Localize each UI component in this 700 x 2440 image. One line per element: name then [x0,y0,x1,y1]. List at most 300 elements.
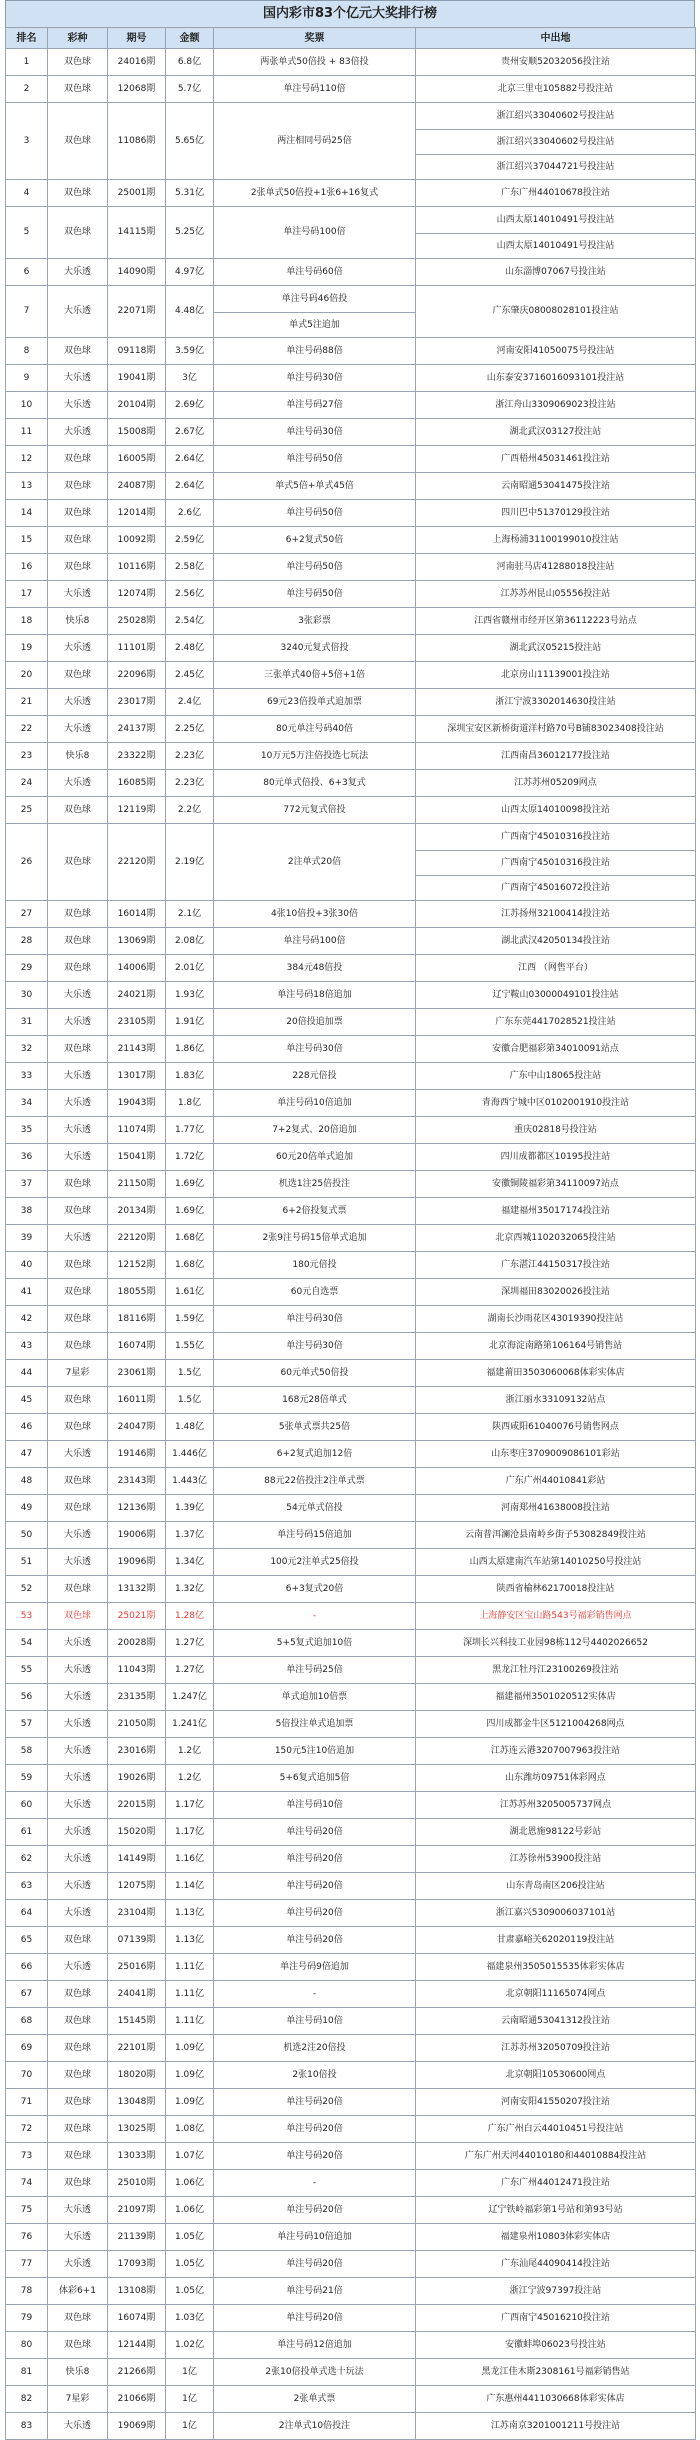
rank-cell: 27 [6,901,48,928]
table-row [6,635,696,662]
rank-cell: 35 [6,1117,48,1144]
place-cell: 浙江宁波97397投注站 [416,2278,696,2305]
amount-cell: 1.68亿 [166,1225,214,1252]
table-row [6,2116,696,2143]
game-cell: 大乐透 [48,1117,108,1144]
issue-cell: 21150期 [108,1171,166,1198]
amount-cell: 1.247亿 [166,1684,214,1711]
place-cell: 北京三里屯105882号投注站 [416,76,696,103]
ticket-cell: 单注号码12倍追加 [214,2332,416,2359]
ticket-cell: 7+2复式、20倍追加 [214,1117,416,1144]
rank-cell: 34 [6,1090,48,1117]
game-cell: 快乐8 [48,2359,108,2386]
game-cell: 大乐透 [48,635,108,662]
game-cell: 双色球 [48,2035,108,2062]
issue-cell: 16005期 [108,446,166,473]
issue-cell: 12144期 [108,2332,166,2359]
ticket-cell: 单注号码20倍 [214,1873,416,1900]
amount-cell: 1.69亿 [166,1171,214,1198]
amount-cell: 2.23亿 [166,770,214,797]
game-cell: 大乐透 [48,1819,108,1846]
amount-cell: 2.23亿 [166,743,214,770]
amount-cell: 1.32亿 [166,1576,214,1603]
place-cell: 浙江绍兴33040602号投注站 [416,103,696,130]
issue-cell: 22120期 [108,824,166,901]
issue-cell: 24021期 [108,982,166,1009]
rank-cell: 36 [6,1144,48,1171]
issue-cell: 16074期 [108,1333,166,1360]
amount-cell: 2.69亿 [166,392,214,419]
issue-cell: 12152期 [108,1252,166,1279]
amount-cell: 2.59亿 [166,527,214,554]
rank-cell: 43 [6,1333,48,1360]
table-row [6,2143,696,2170]
game-cell: 双色球 [48,824,108,901]
issue-cell: 21066期 [108,2386,166,2413]
game-cell: 双色球 [48,1495,108,1522]
ticket-cell: 150元5注10倍追加 [214,1738,416,1765]
place-cell: 广东中山18065投注站 [416,1063,696,1090]
game-cell: 双色球 [48,1927,108,1954]
issue-cell: 13025期 [108,2116,166,2143]
rank-cell: 4 [6,180,48,207]
place-cell: 浙江绍兴33040602号投注站 [416,130,696,155]
issue-cell: 12075期 [108,1873,166,1900]
rank-cell: 1 [6,49,48,76]
ticket-cell: 单注号码27倍 [214,392,416,419]
game-cell: 双色球 [48,1387,108,1414]
issue-cell: 12074期 [108,581,166,608]
rank-cell: 16 [6,554,48,581]
ticket-cell: 单式5倍+单式45倍 [214,473,416,500]
game-cell: 大乐透 [48,2413,108,2440]
table-row [6,2251,696,2278]
rank-cell: 45 [6,1387,48,1414]
game-cell: 双色球 [48,473,108,500]
game-cell: 双色球 [48,2332,108,2359]
rank-cell: 54 [6,1630,48,1657]
rank-cell: 18 [6,608,48,635]
amount-cell: 6.8亿 [166,49,214,76]
place-cell: 河南安阳41050075号投注站 [416,338,696,365]
issue-cell: 07139期 [108,1927,166,1954]
table-row [6,2278,696,2305]
rank-cell: 3 [6,103,48,180]
place-cell: 广东广州白云44010451号投注站 [416,2116,696,2143]
table-row [6,901,696,928]
ticket-cell: 单式追加10倍票 [214,1684,416,1711]
place-cell: 黑龙江佳木斯2308161号福彩销售站 [416,2359,696,2386]
table-row [6,554,696,581]
rank-cell: 2 [6,76,48,103]
game-cell: 大乐透 [48,2197,108,2224]
rank-cell: 30 [6,982,48,1009]
game-cell: 双色球 [48,1414,108,1441]
table-row [6,1441,696,1468]
rank-cell: 62 [6,1846,48,1873]
table-row [6,1198,696,1225]
game-cell: 大乐透 [48,1954,108,1981]
game-cell: 大乐透 [48,259,108,286]
amount-cell: 1.08亿 [166,2116,214,2143]
ticket-cell: 单注号码20倍 [214,2305,416,2332]
ticket-cell: 2张10倍投 [214,2062,416,2089]
issue-cell: 16014期 [108,901,166,928]
amount-cell: 1亿 [166,2359,214,2386]
amount-cell: 1.61亿 [166,1279,214,1306]
place-cell: 广东东莞4417028521投注站 [416,1009,696,1036]
header-row [6,28,696,49]
ticket-cell: 3张彩票 [214,608,416,635]
issue-cell: 13132期 [108,1576,166,1603]
table-row [6,1927,696,1954]
header-ticket: 奖票 [214,28,416,49]
place-cell: 山东淄博07067号投注站 [416,259,696,286]
ticket-cell: 20倍投追加票 [214,1009,416,1036]
amount-cell: 1.39亿 [166,1495,214,1522]
place-cell: 北京西城1102032065投注站 [416,1225,696,1252]
game-cell: 7星彩 [48,1360,108,1387]
issue-cell: 18116期 [108,1306,166,1333]
game-cell: 大乐透 [48,2251,108,2278]
ticket-cell: 2张单式票 [214,2386,416,2413]
place-cell: 福建福州3501020512实体店 [416,1684,696,1711]
table-row [6,1252,696,1279]
table-row [6,1873,696,1900]
game-cell: 大乐透 [48,1738,108,1765]
game-cell: 双色球 [48,1306,108,1333]
table-row [6,1306,696,1333]
issue-cell: 15041期 [108,1144,166,1171]
ticket-cell: 60元单式50倍投 [214,1360,416,1387]
place-cell: 四川巴中51370129投注站 [416,500,696,527]
table-row [6,1630,696,1657]
issue-cell: 09118期 [108,338,166,365]
ticket-cell: 单注号码10倍追加 [214,1090,416,1117]
amount-cell: 1.09亿 [166,2089,214,2116]
ticket-cell: 单注号码20倍 [214,2251,416,2278]
issue-cell: 18020期 [108,2062,166,2089]
rank-cell: 67 [6,1981,48,2008]
issue-cell: 22015期 [108,1792,166,1819]
table-row [6,797,696,824]
place-cell: 北京朝阳11165074网点 [416,1981,696,2008]
rank-cell: 31 [6,1009,48,1036]
amount-cell: 1.11亿 [166,1981,214,2008]
ticket-cell: 单注号码60倍 [214,259,416,286]
amount-cell: 1.5亿 [166,1387,214,1414]
table-row [6,1036,696,1063]
ticket-cell: - [214,1603,416,1630]
ticket-cell: 2张9注号码15倍单式追加 [214,1225,416,1252]
issue-cell: 15008期 [108,419,166,446]
place-cell: 河南驻马店41288018投注站 [416,554,696,581]
game-cell: 大乐透 [48,1549,108,1576]
amount-cell: 1.34亿 [166,1549,214,1576]
issue-cell: 25021期 [108,1603,166,1630]
issue-cell: 14090期 [108,259,166,286]
amount-cell: 1.91亿 [166,1009,214,1036]
issue-cell: 23322期 [108,743,166,770]
ticket-cell: 单注号码20倍 [214,1819,416,1846]
table-row [6,1765,696,1792]
ticket-cell: 5张单式票共25倍 [214,1414,416,1441]
rank-cell: 79 [6,2305,48,2332]
place-cell: 湖南长沙雨花区43019390投注站 [416,1306,696,1333]
place-cell: 陕西省榆林62170018投注站 [416,1576,696,1603]
ticket-cell: 单注号码50倍 [214,554,416,581]
issue-cell: 13048期 [108,2089,166,2116]
issue-cell: 22120期 [108,1225,166,1252]
rank-cell: 17 [6,581,48,608]
table-row [6,103,696,130]
game-cell: 7星彩 [48,2386,108,2413]
ticket-cell: 单注号码10倍 [214,2008,416,2035]
game-cell: 大乐透 [48,1522,108,1549]
table-row [6,365,696,392]
table-row [6,1522,696,1549]
amount-cell: 4.48亿 [166,286,214,338]
ticket-cell: 两张单式50倍投 + 83倍投 [214,49,416,76]
ticket-cell: 10万元5万注倍投选七玩法 [214,743,416,770]
ticket-cell: 80元单注号码40倍 [214,716,416,743]
table-row [6,824,696,851]
place-cell: 广东汕尾44090414投注站 [416,2251,696,2278]
rank-cell: 40 [6,1252,48,1279]
place-cell: 山东青岛南区206投注站 [416,1873,696,1900]
place-cell: 辽宁铁岭福彩第1号站和第93号站 [416,2197,696,2224]
rank-cell: 12 [6,446,48,473]
amount-cell: 1.28亿 [166,1603,214,1630]
rank-cell: 44 [6,1360,48,1387]
table-row [6,1117,696,1144]
rank-cell: 50 [6,1522,48,1549]
rank-cell: 57 [6,1711,48,1738]
issue-cell: 19041期 [108,365,166,392]
issue-cell: 12014期 [108,500,166,527]
amount-cell: 1.09亿 [166,2062,214,2089]
rank-cell: 71 [6,2089,48,2116]
issue-cell: 23105期 [108,1009,166,1036]
amount-cell: 1.16亿 [166,1846,214,1873]
game-cell: 双色球 [48,2305,108,2332]
place-cell: 广东广州44010678投注站 [416,180,696,207]
ticket-cell: 单注号码100倍 [214,207,416,259]
issue-cell: 24047期 [108,1414,166,1441]
issue-cell: 14006期 [108,955,166,982]
place-cell: 深圳长兴科技工业园98栋112号4402026652 [416,1630,696,1657]
amount-cell: 1.86亿 [166,1036,214,1063]
amount-cell: 1.13亿 [166,1927,214,1954]
game-cell: 大乐透 [48,1225,108,1252]
table-row [6,1819,696,1846]
place-cell: 云南普洱澜沧县南岭乡街子53082849投注站 [416,1522,696,1549]
table-row [6,716,696,743]
place-cell: 北京房山11139001投注站 [416,662,696,689]
ticket-cell: 单注号码30倍 [214,1306,416,1333]
ticket-cell: 三张单式40倍+5倍+1倍 [214,662,416,689]
table-row [6,2332,696,2359]
ticket-cell: 2张10倍投单式选十玩法 [214,2359,416,2386]
place-cell: 黑龙江牡丹江23100269投注站 [416,1657,696,1684]
place-cell: 广西南宁45010316投注站 [416,824,696,851]
table-row [6,1387,696,1414]
table-row [6,76,696,103]
table-row [6,338,696,365]
amount-cell: 1.5亿 [166,1360,214,1387]
rank-cell: 51 [6,1549,48,1576]
rank-cell: 66 [6,1954,48,1981]
header-place: 中出地 [416,28,696,49]
place-cell: 山东泰安3716016093101投注站 [416,365,696,392]
game-cell: 大乐透 [48,1090,108,1117]
place-cell: 陕西咸阳61040076号销售网点 [416,1414,696,1441]
issue-cell: 14149期 [108,1846,166,1873]
amount-cell: 1.11亿 [166,1954,214,1981]
rank-cell: 58 [6,1738,48,1765]
table-row [6,392,696,419]
amount-cell: 2.48亿 [166,635,214,662]
table-row [6,743,696,770]
game-cell: 双色球 [48,901,108,928]
game-cell: 双色球 [48,180,108,207]
issue-cell: 12068期 [108,76,166,103]
amount-cell: 1亿 [166,2386,214,2413]
game-cell: 双色球 [48,1576,108,1603]
ticket-cell: 单注号码50倍 [214,581,416,608]
table-row [6,1603,696,1630]
amount-cell: 1.05亿 [166,2278,214,2305]
place-cell: 江西省赣州市经开区第36112223号站点 [416,608,696,635]
place-cell: 山东枣庄3709009086101彩站 [416,1441,696,1468]
rank-cell: 22 [6,716,48,743]
issue-cell: 19006期 [108,1522,166,1549]
rank-cell: 77 [6,2251,48,2278]
ticket-cell: 60元20倍单式追加 [214,1144,416,1171]
amount-cell: 1.69亿 [166,1198,214,1225]
place-cell: 山西太原建南汽车站第14010250号投注站 [416,1549,696,1576]
game-cell: 双色球 [48,207,108,259]
place-cell: 浙江舟山3309069023投注站 [416,392,696,419]
table-row [6,2062,696,2089]
place-cell: 山西太原14010491号投注站 [416,234,696,259]
place-cell: 广东广州天河44010180和44010884投注站 [416,2143,696,2170]
issue-cell: 23135期 [108,1684,166,1711]
game-cell: 大乐透 [48,1630,108,1657]
table-row [6,689,696,716]
rank-cell: 15 [6,527,48,554]
table-row [6,2305,696,2332]
table-row [6,500,696,527]
issue-cell: 21266期 [108,2359,166,2386]
rank-cell: 6 [6,259,48,286]
amount-cell: 1.443亿 [166,1468,214,1495]
issue-cell: 21050期 [108,1711,166,1738]
rank-cell: 78 [6,2278,48,2305]
rank-cell: 59 [6,1765,48,1792]
rank-cell: 82 [6,2386,48,2413]
issue-cell: 21139期 [108,2224,166,2251]
rank-cell: 41 [6,1279,48,1306]
issue-cell: 10092期 [108,527,166,554]
place-cell: 深圳宝安区新桥街道洋村路70号B铺83023408投注站 [416,716,696,743]
place-cell: 福建福州35017174投注站 [416,1198,696,1225]
issue-cell: 23061期 [108,1360,166,1387]
table-row [6,286,696,313]
place-cell: 江苏苏州32050709投注站 [416,2035,696,2062]
game-cell: 双色球 [48,1198,108,1225]
rank-cell: 52 [6,1576,48,1603]
rank-cell: 75 [6,2197,48,2224]
place-cell: 安徽铜陵福彩第34110097站点 [416,1171,696,1198]
rank-cell: 8 [6,338,48,365]
ticket-cell: 88元22倍投注2注单式票 [214,1468,416,1495]
rank-cell: 32 [6,1036,48,1063]
game-cell: 双色球 [48,928,108,955]
amount-cell: 2.08亿 [166,928,214,955]
issue-cell: 13033期 [108,2143,166,2170]
amount-cell: 1.06亿 [166,2170,214,2197]
rank-cell: 74 [6,2170,48,2197]
amount-cell: 2.01亿 [166,955,214,982]
table-row [6,2224,696,2251]
issue-cell: 23104期 [108,1900,166,1927]
game-cell: 双色球 [48,554,108,581]
place-cell: 湖北武汉03127投注站 [416,419,696,446]
amount-cell: 1.8亿 [166,1090,214,1117]
table-row [6,1225,696,1252]
game-cell: 双色球 [48,1981,108,2008]
rank-cell: 28 [6,928,48,955]
ticket-cell: 5倍投注单式追加票 [214,1711,416,1738]
rank-cell: 81 [6,2359,48,2386]
amount-cell: 5.7亿 [166,76,214,103]
table-row [6,662,696,689]
place-cell: 湖北武汉42050134投注站 [416,928,696,955]
rank-cell: 76 [6,2224,48,2251]
rank-cell: 83 [6,2413,48,2440]
place-cell: 广西南宁45016210投注站 [416,2305,696,2332]
amount-cell: 1.14亿 [166,1873,214,1900]
issue-cell: 19146期 [108,1441,166,1468]
table-row [6,49,696,76]
table-row [6,1063,696,1090]
table-row [6,2413,696,2440]
table-row [6,1846,696,1873]
place-cell: 湖北武汉05215投注站 [416,635,696,662]
amount-cell: 4.97亿 [166,259,214,286]
game-cell: 大乐透 [48,1657,108,1684]
ticket-cell: 单注号码20倍 [214,1900,416,1927]
game-cell: 大乐透 [48,1009,108,1036]
table-row [6,473,696,500]
table-row [6,2089,696,2116]
amount-cell: 2.54亿 [166,608,214,635]
issue-cell: 19026期 [108,1765,166,1792]
place-cell: 江苏南京3201001211号投注站 [416,2413,696,2440]
amount-cell: 2.67亿 [166,419,214,446]
table-row [6,2170,696,2197]
rank-cell: 70 [6,2062,48,2089]
game-cell: 双色球 [48,2008,108,2035]
game-cell: 大乐透 [48,2224,108,2251]
issue-cell: 11101期 [108,635,166,662]
table-row [6,608,696,635]
place-cell: 湖北恩施98122号彩站 [416,1819,696,1846]
place-cell: 浙江宁波3302014630投注站 [416,689,696,716]
rank-cell: 60 [6,1792,48,1819]
issue-cell: 22071期 [108,286,166,338]
